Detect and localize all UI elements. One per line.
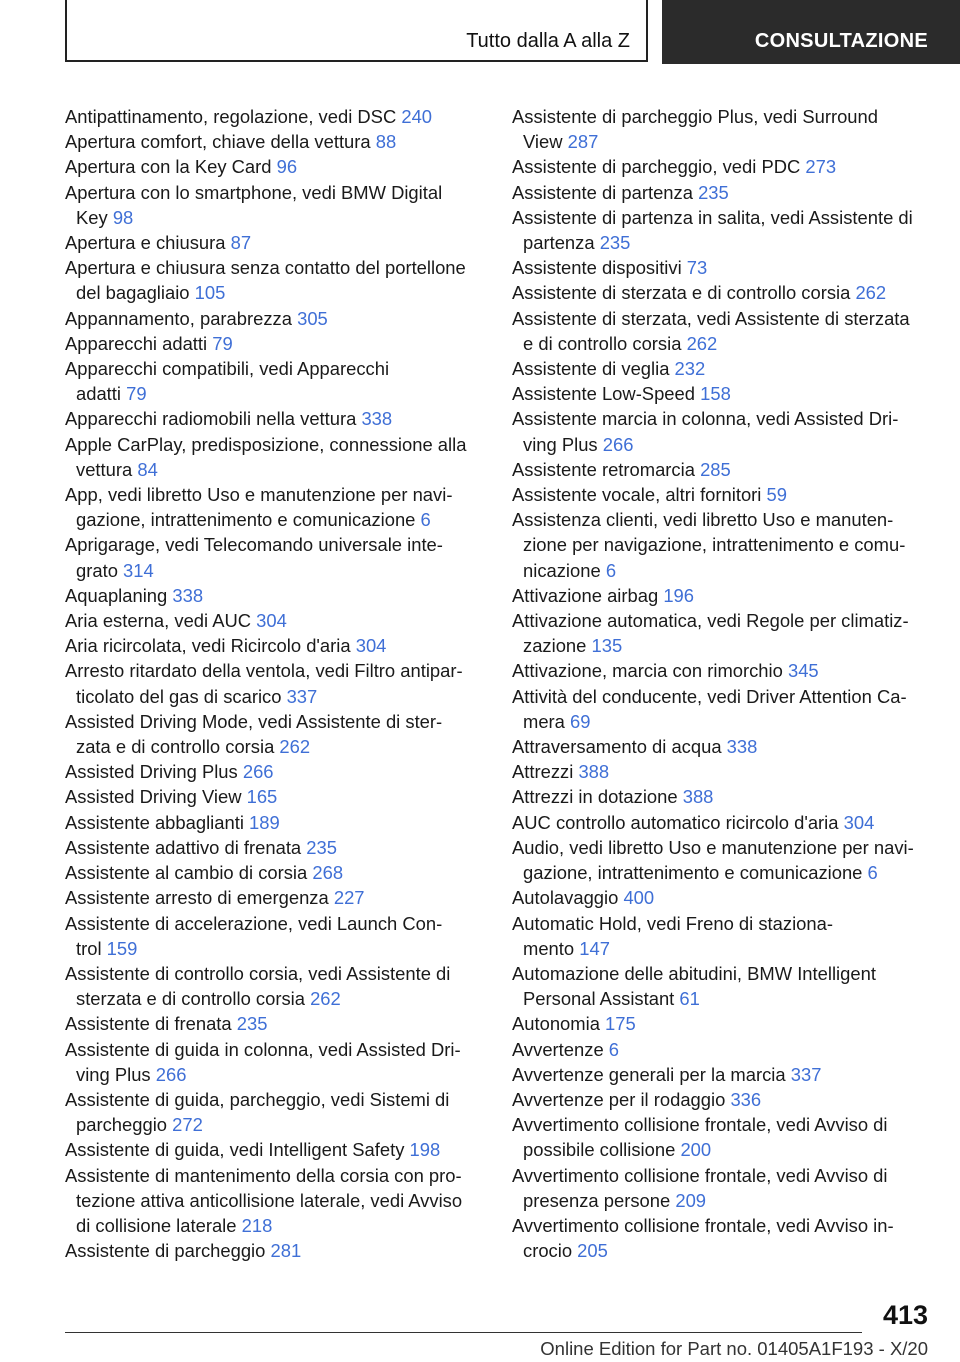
index-entry-text: crocio xyxy=(523,1240,578,1262)
index-entry-text: ticolato del gas di scarico xyxy=(76,685,287,707)
page-reference-link[interactable]: 105 xyxy=(194,282,226,304)
page-reference-link[interactable]: 304 xyxy=(355,635,387,657)
page-reference-link[interactable]: 336 xyxy=(730,1088,762,1110)
index-entry xyxy=(512,810,937,835)
page-reference-link[interactable]: 96 xyxy=(276,156,298,178)
page-reference-link[interactable]: 338 xyxy=(172,584,204,606)
index-entry-text: Assistente al cambio di corsia xyxy=(65,862,313,884)
page-reference-link[interactable]: 135 xyxy=(591,635,623,657)
index-entry-text: Assistente di parcheggio, vedi PDC xyxy=(512,156,806,178)
page-reference-link[interactable]: 388 xyxy=(682,786,714,808)
index-entry-text: Attrezzi in dotazione xyxy=(512,786,683,808)
index-entry-text: AUC controllo automatico ricircolo d'aria xyxy=(512,811,844,833)
page-reference-link[interactable]: 79 xyxy=(126,383,147,405)
index-entry-text: Apertura e chiusura senza contatto del portellone xyxy=(65,257,466,279)
index-entry xyxy=(65,406,485,431)
index-entry xyxy=(512,306,937,356)
page-reference-link[interactable]: 400 xyxy=(623,887,655,909)
index-entry xyxy=(65,608,485,633)
page-reference-link[interactable]: 98 xyxy=(112,206,134,228)
index-entry-text: adatti xyxy=(76,383,127,405)
index-entry xyxy=(512,583,937,608)
page-reference-link[interactable]: 262 xyxy=(279,736,311,758)
index-entry-text: Aria esterna, vedi AUC xyxy=(65,610,257,632)
index-entry-text: Apertura con lo smartphone, vedi BMW Digital xyxy=(65,181,443,203)
page-reference-link[interactable]: 338 xyxy=(361,408,393,430)
index-entry-text: zata e di controllo corsia xyxy=(76,736,280,758)
page-reference-link[interactable]: 337 xyxy=(790,1063,822,1085)
page-reference-link[interactable]: 198 xyxy=(409,1139,441,1161)
index-entry-text: parcheggio xyxy=(76,1114,173,1136)
index-entry-text: Assistente di guida in colonna, vedi Assisted Dri- xyxy=(65,1038,461,1060)
page-reference-link[interactable]: 196 xyxy=(663,584,694,606)
index-entry-text: Assistente di sterzata, vedi Assistente di sterzata xyxy=(512,307,910,329)
index-entry-text: Avvertimento collisione frontale, vedi Avviso di xyxy=(512,1114,888,1136)
index-entry xyxy=(512,457,937,482)
page-reference-link[interactable]: 304 xyxy=(843,811,875,833)
index-entry-text: Autolavaggio xyxy=(512,887,624,909)
page-reference-link[interactable]: 189 xyxy=(249,811,280,833)
index-entry-text: Attivazione, marcia con rimorchio xyxy=(512,660,788,682)
index-entry xyxy=(65,961,485,1011)
index-entry-text: Assistente di mantenimento della corsia con pro- xyxy=(65,1164,462,1186)
page-reference-link[interactable]: 73 xyxy=(686,257,708,279)
index-entry-text: Apparecchi adatti xyxy=(65,332,213,354)
index-entry-text: Avvertimento collisione frontale, vedi Avviso di xyxy=(512,1164,888,1186)
index-entry-text: Audio, vedi libretto Uso e manutenzione per navi- xyxy=(512,836,914,858)
page-reference-link[interactable]: 266 xyxy=(602,433,634,455)
index-entry xyxy=(512,482,937,507)
page-reference-link[interactable]: 262 xyxy=(310,988,341,1010)
page-reference-link[interactable]: 69 xyxy=(570,710,591,732)
index-entry-text: Attivazione automatica, vedi Regole per climatiz- xyxy=(512,610,909,632)
index-entry-text: Apertura comfort, chiave della vettura xyxy=(65,131,376,153)
index-entry xyxy=(65,583,485,608)
index-entry xyxy=(65,432,485,482)
page-reference-link[interactable]: 84 xyxy=(137,458,158,480)
index-entry-text: Assisted Driving Plus xyxy=(65,761,243,783)
page-reference-link[interactable]: 209 xyxy=(675,1189,707,1211)
index-entry xyxy=(65,1037,485,1087)
index-entry xyxy=(65,255,485,305)
index-entry-text: Assisted Driving View xyxy=(65,786,247,808)
index-entry-text: Arresto ritardato della ventola, vedi Filtro antipar- xyxy=(65,660,463,682)
index-entry-text: Assistente Low-Speed xyxy=(512,383,701,405)
index-entry xyxy=(512,356,937,381)
index-entry-text: Aria ricircolata, vedi Ricircolo d'aria xyxy=(65,635,356,657)
page-reference-link[interactable]: 266 xyxy=(242,761,274,783)
index-entry xyxy=(65,709,485,759)
index-entry-text: Attraversamento di acqua xyxy=(512,736,727,758)
index-entry xyxy=(512,406,937,456)
page-reference-link[interactable]: 273 xyxy=(805,156,837,178)
index-entry-text: Assistente abbaglianti xyxy=(65,811,250,833)
index-entry xyxy=(65,633,485,658)
page-reference-link[interactable]: 272 xyxy=(172,1114,203,1136)
page-reference-link[interactable]: 314 xyxy=(123,559,154,581)
index-entry xyxy=(512,885,937,910)
page-reference-link[interactable]: 235 xyxy=(306,836,337,858)
page-reference-link[interactable]: 345 xyxy=(787,660,819,682)
index-entry xyxy=(65,154,485,179)
index-entry-text: Assistente di veglia xyxy=(512,358,675,380)
index-entry xyxy=(65,911,485,961)
index-entry-text: Assistente di guida, vedi Intelligent Safety xyxy=(65,1139,410,1161)
page-reference-link[interactable]: 305 xyxy=(297,307,328,329)
page-reference-link[interactable]: 79 xyxy=(212,332,233,354)
page-reference-link[interactable]: 6 xyxy=(605,559,617,581)
page-reference-link[interactable]: 6 xyxy=(867,862,878,884)
index-entry xyxy=(65,129,485,154)
page-reference-link[interactable]: 175 xyxy=(605,1013,636,1035)
page-number: 413 xyxy=(882,1300,928,1330)
index-entry-text: Personal Assistant xyxy=(523,988,680,1010)
index-column-left xyxy=(65,104,485,1263)
index-entry-text: Assistenza clienti, vedi libretto Uso e manuten- xyxy=(512,509,894,531)
index-entry-text: mento xyxy=(523,937,580,959)
index-entry-text: del bagagliaio xyxy=(76,282,195,304)
index-entry xyxy=(512,784,937,809)
index-entry xyxy=(512,658,937,683)
index-entry-text: trol xyxy=(76,937,107,959)
index-entry xyxy=(512,835,937,885)
index-entry-text: grato xyxy=(76,559,124,581)
index-entry-text: Assistente retromarcia xyxy=(512,458,701,480)
index-entry-text: sterzata e di controllo corsia xyxy=(76,988,311,1010)
index-entry-text: Aprigarage, vedi Telecomando universale inte- xyxy=(65,534,443,556)
page-reference-link[interactable]: 6 xyxy=(608,1038,620,1060)
index-entry xyxy=(65,810,485,835)
index-entry-text: Attivazione airbag xyxy=(512,584,664,606)
page-reference-link[interactable]: 304 xyxy=(256,610,287,632)
index-entry-text: Apertura e chiusura xyxy=(65,232,231,254)
index-entry xyxy=(512,1112,937,1162)
index-entry-text: zazione xyxy=(523,635,592,657)
index-entry-text: gazione, intrattenimento e comunicazione xyxy=(76,509,421,531)
index-entry-text: Assistente di sterzata e di controllo corsia xyxy=(512,282,856,304)
index-entry-text: vettura xyxy=(76,458,138,480)
index-entry xyxy=(512,104,937,154)
page-reference-link[interactable]: 262 xyxy=(686,332,718,354)
index-entry-text: Assistente di partenza in salita, vedi Assistente di xyxy=(512,206,913,228)
index-entry-text: gazione, intrattenimento e comunicazione xyxy=(523,862,868,884)
index-entry-text: di collisione laterale xyxy=(76,1214,242,1236)
index-entry-text: Apple CarPlay, predisposizione, connessione alla xyxy=(65,433,467,455)
index-entry-text: mera xyxy=(523,710,571,732)
page-reference-link[interactable]: 59 xyxy=(766,484,787,506)
index-entry-text: presenza persone xyxy=(523,1189,676,1211)
index-entry xyxy=(512,1087,937,1112)
index-entry-text: View xyxy=(523,131,568,153)
index-entry-text: Avvertenze xyxy=(512,1038,609,1060)
index-entry xyxy=(65,180,485,230)
index-entry-text: Apertura con la Key Card xyxy=(65,156,277,178)
page-reference-link[interactable]: 227 xyxy=(333,887,365,909)
index-entry xyxy=(512,911,937,961)
index-entry-text: Apparecchi compatibili, vedi Apparecchi xyxy=(65,358,390,380)
index-entry xyxy=(65,356,485,406)
page-reference-link[interactable]: 87 xyxy=(230,232,252,254)
index-entry xyxy=(512,1163,937,1213)
index-entry-text: Assistente di frenata xyxy=(65,1013,237,1035)
page-reference-link[interactable]: 61 xyxy=(679,988,700,1010)
index-entry xyxy=(65,482,485,532)
index-entry-text: Assistente di parcheggio Plus, vedi Surround xyxy=(512,106,878,127)
index-entry-text: Aquaplaning xyxy=(65,584,173,606)
page-reference-link[interactable]: 266 xyxy=(155,1063,187,1085)
page-reference-link[interactable]: 285 xyxy=(700,458,731,480)
page-reference-link[interactable]: 205 xyxy=(577,1240,608,1262)
header-title-box xyxy=(65,0,648,62)
index-column-right xyxy=(512,104,937,1263)
index-entry-text: Assistente vocale, altri fornitori xyxy=(512,484,767,506)
index-entry xyxy=(512,961,937,1011)
index-entry-text: zione per navigazione, intrattenimento e comu- xyxy=(523,534,906,556)
index-entry xyxy=(512,1213,937,1263)
index-entry xyxy=(65,532,485,582)
index-entry xyxy=(65,331,485,356)
index-entry xyxy=(65,784,485,809)
index-entry-text: Assistente arresto di emergenza xyxy=(65,887,334,909)
index-entry-text: Avvertimento collisione frontale, vedi Avviso in- xyxy=(512,1214,894,1236)
header-title: Tutto dalla A alla Z xyxy=(466,30,630,52)
page-reference-link[interactable]: 262 xyxy=(855,282,887,304)
page-reference-link[interactable]: 88 xyxy=(375,131,397,153)
index-entry xyxy=(65,1238,485,1263)
index-entry-text: ving Plus xyxy=(523,433,603,455)
index-entry xyxy=(512,1011,937,1036)
page-reference-link[interactable]: 159 xyxy=(106,937,138,959)
index-entry-text: Assistente di guida, parcheggio, vedi Sistemi di xyxy=(65,1088,450,1110)
index-entry xyxy=(65,860,485,885)
index-entry xyxy=(512,1037,937,1062)
index-entry-text: Assistente dispositivi xyxy=(512,257,687,279)
index-entry-text: Assistente di partenza xyxy=(512,181,699,203)
index-entry-text: Key xyxy=(76,206,113,228)
index-entry xyxy=(512,684,937,734)
index-entry-text: Assistente di accelerazione, vedi Launch Con- xyxy=(65,912,443,934)
header-section: CONSULTAZIONE xyxy=(754,30,928,52)
page-reference-link[interactable]: 218 xyxy=(241,1214,273,1236)
index-entry xyxy=(512,507,937,583)
index-entry xyxy=(512,381,937,406)
index-entry-text: Attività del conducente, vedi Driver Attention Ca- xyxy=(512,685,907,707)
index-entry-text: Avvertenze per il rodaggio xyxy=(512,1088,731,1110)
index-entry xyxy=(512,180,937,205)
index-entry-text: Attrezzi xyxy=(512,761,579,783)
index-entry-text: Assistente di parcheggio xyxy=(65,1240,271,1262)
index-entry-text: App, vedi libretto Uso e manutenzione per navi- xyxy=(65,484,453,506)
index-entry-text: possibile collisione xyxy=(523,1139,681,1161)
index-entry-text: Avvertenze generali per la marcia xyxy=(512,1063,791,1085)
page-reference-link[interactable]: 281 xyxy=(270,1240,302,1262)
index-entry xyxy=(512,154,937,179)
index-entry-text: partenza xyxy=(523,232,600,254)
page-reference-link[interactable]: 200 xyxy=(680,1139,712,1161)
page-reference-link[interactable]: 232 xyxy=(674,358,706,380)
page-reference-link[interactable]: 287 xyxy=(567,131,599,153)
page-reference-link[interactable]: 235 xyxy=(599,232,631,254)
index-entry-text: Automatic Hold, vedi Freno di staziona- xyxy=(512,912,833,934)
index-entry-text: Assisted Driving Mode, vedi Assistente di ster- xyxy=(65,710,443,732)
page-reference-link[interactable]: 338 xyxy=(726,736,758,758)
page-reference-link[interactable]: 147 xyxy=(579,937,610,959)
index-entry-text: Autonomia xyxy=(512,1013,606,1035)
index-entry xyxy=(65,1011,485,1036)
index-entry-text: nicazione xyxy=(523,559,606,581)
index-entry-text: Assistente marcia in colonna, vedi Assisted Dri- xyxy=(512,408,899,430)
index-entry xyxy=(65,835,485,860)
page-reference-link[interactable]: 268 xyxy=(312,862,344,884)
index-entry xyxy=(512,255,937,280)
header-section-box xyxy=(662,0,960,64)
index-entry-text: Automazione delle abitudini, BMW Intelligent xyxy=(512,962,876,984)
page-reference-link[interactable]: 337 xyxy=(286,685,318,707)
index-entry xyxy=(512,759,937,784)
index-entry xyxy=(65,230,485,255)
page-reference-link[interactable]: 235 xyxy=(698,181,729,203)
index-entry xyxy=(65,1087,485,1137)
index-entry xyxy=(65,306,485,331)
index-entry xyxy=(65,885,485,910)
index-entry xyxy=(512,205,937,255)
index-entry xyxy=(65,104,485,129)
index-entry-text: Appannamento, parabrezza xyxy=(65,307,298,329)
index-entry-text: Apparecchi radiomobili nella vettura xyxy=(65,408,362,430)
page-reference-link[interactable]: 158 xyxy=(700,383,731,405)
page-reference-link[interactable]: 388 xyxy=(578,761,610,783)
footer-edition: Online Edition for Part no. 01405A1F193 - X/20 xyxy=(540,1338,928,1359)
footer-divider xyxy=(65,1332,862,1333)
index-entry xyxy=(512,280,937,305)
index-entry-text: Assistente adattivo di frenata xyxy=(65,836,307,858)
index-entry-text: Antipattinamento, regolazione, vedi DSC xyxy=(65,106,402,127)
index-entry-text: Assistente di controllo corsia, vedi Assistente di xyxy=(65,962,451,984)
index-entry xyxy=(65,658,485,708)
index-entry xyxy=(65,1163,485,1239)
index-entry xyxy=(512,1062,937,1087)
index-entry xyxy=(512,734,937,759)
index-entry-text: e di controllo corsia xyxy=(523,332,687,354)
page-reference-link[interactable]: 165 xyxy=(246,786,278,808)
page-reference-link[interactable]: 240 xyxy=(401,106,433,127)
index-entry-text: tezione attiva anticollisione laterale, vedi Avviso xyxy=(76,1189,463,1211)
index-entry xyxy=(65,759,485,784)
index-entry xyxy=(512,608,937,658)
index-entry-text: ving Plus xyxy=(76,1063,156,1085)
page-reference-link[interactable]: 6 xyxy=(420,509,431,531)
index-entry xyxy=(65,1137,485,1162)
page-reference-link[interactable]: 235 xyxy=(236,1013,268,1035)
